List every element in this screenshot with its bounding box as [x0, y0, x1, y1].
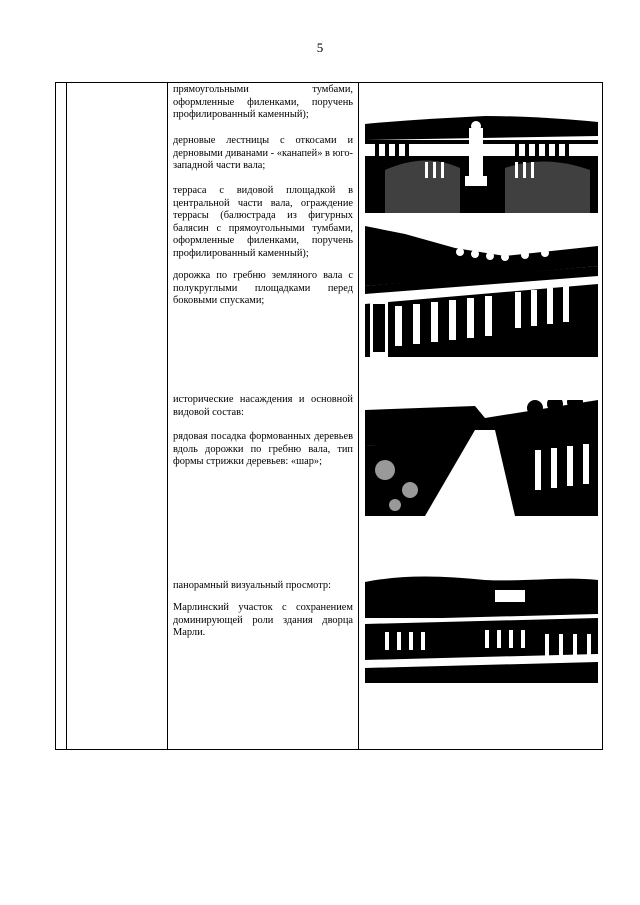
text-block: терраса с видовой площадкой в центральной части вала, ограждение террасы (балюстрада из фигурных балясин с прямоугольными тумбами, оформленные филенками, поручень профилированный каменный); [173, 185, 353, 259]
text-block: прямоугольными тумбами, оформленные филенками, поручень профилированный каменный); [173, 84, 353, 121]
photo-balustrade-slope [365, 226, 598, 357]
text-block: дорожка по гребню земляного вала с полукруглыми площадками перед боковыми спусками; [173, 270, 353, 307]
text-block: исторические насаждения и основной видовой состав: [173, 394, 353, 418]
text-block: Марлинский участок с сохранением доминирующей роли здания дворца Марли. [173, 602, 353, 639]
photo-panoramic-view [365, 570, 598, 683]
photo-terrace-statue [365, 110, 598, 213]
photo-tree-alley [365, 400, 598, 516]
table-column-divider [167, 82, 168, 750]
page-number: 5 [316, 40, 324, 55]
text-block: панорамный визуальный просмотр: [173, 580, 331, 591]
table-column-divider [66, 82, 67, 750]
text-block: рядовая посадка формованных деревьев вдоль дорожки по гребню вала, тип формы стрижки деревьев: «шар»; [173, 431, 353, 468]
text-block: дерновые лестницы с откосами и дерновыми диванами - «канапей» в юго-западной части вала; [173, 135, 353, 172]
table-column-divider [358, 82, 359, 750]
